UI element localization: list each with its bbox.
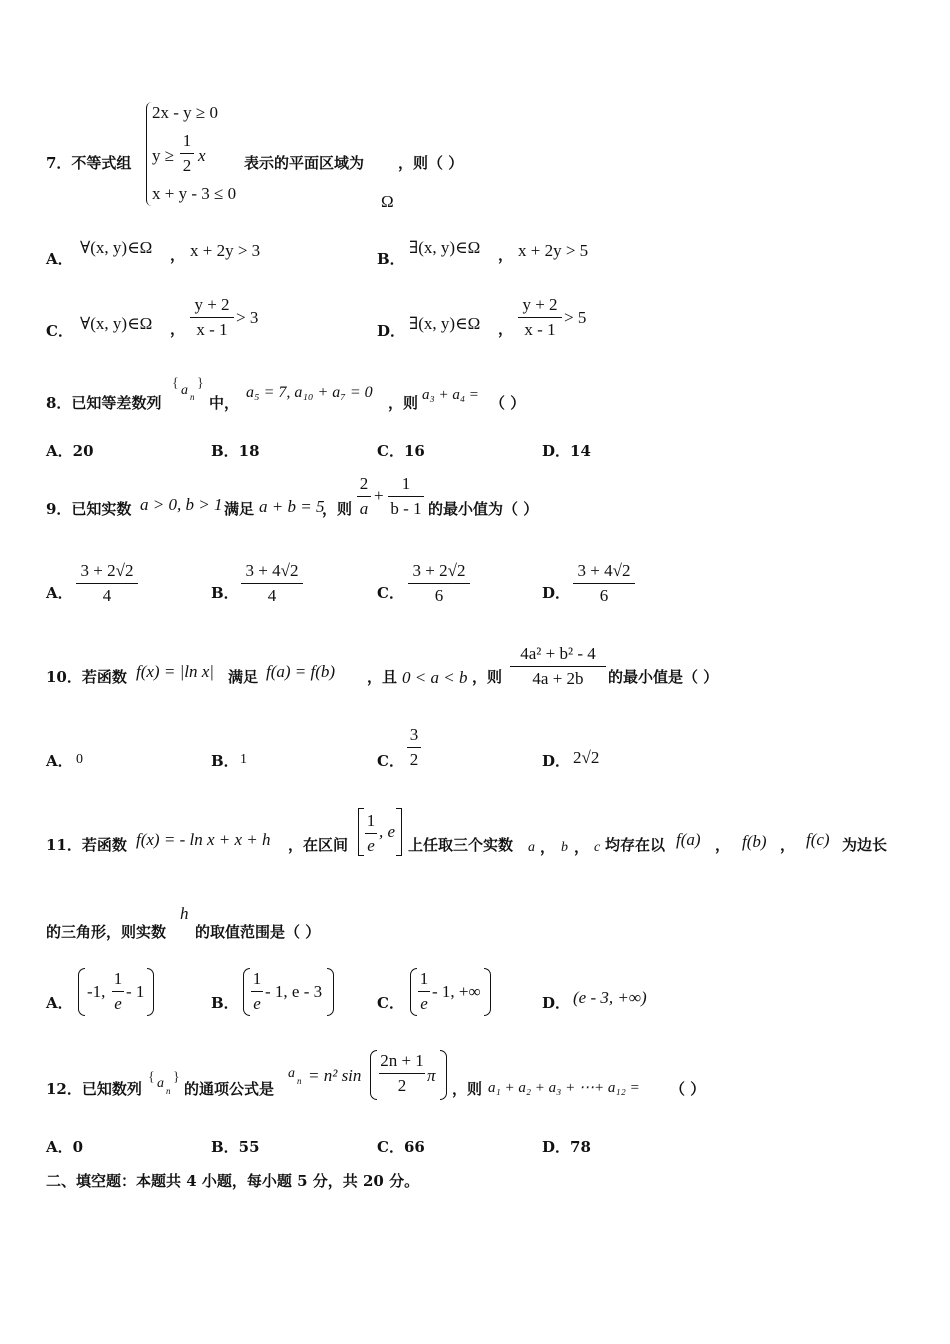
q10-option-c-fraction bbox=[407, 724, 421, 771]
q7-option-c-fraction bbox=[190, 294, 234, 341]
q11-option-b-label: B． bbox=[211, 994, 239, 1012]
q12-num: 2n + 1 bbox=[380, 1051, 424, 1070]
q7-option-d-rel: > 5 bbox=[564, 308, 587, 327]
q7-option-b-label: B． bbox=[377, 250, 405, 268]
q9-c-den: 6 bbox=[434, 586, 444, 605]
q11-option-d-value: (e - 3, +∞) bbox=[573, 988, 647, 1007]
q8-option-b: B．18 bbox=[211, 442, 260, 460]
q12-an-sub: n bbox=[297, 1076, 302, 1086]
q11-fa: f(a) bbox=[676, 830, 701, 849]
q11-interval-fraction bbox=[365, 810, 377, 857]
q11-zai: ，在区间 bbox=[288, 836, 349, 854]
q11-c-paren-open bbox=[410, 968, 417, 1016]
q11-int-den: e bbox=[367, 836, 375, 855]
q12-paren-close bbox=[440, 1050, 447, 1100]
q8-option-c: C．16 bbox=[377, 442, 425, 460]
q11-b-den: e bbox=[253, 994, 261, 1013]
q10-option-b-value: 1 bbox=[240, 752, 247, 767]
q9-tail: 的最小值为（ ） bbox=[428, 500, 539, 518]
q10-den: 4a + 2b bbox=[532, 669, 584, 688]
q11-stem: 11．若函数 bbox=[46, 836, 127, 854]
q11-option-c-fraction bbox=[418, 968, 430, 1015]
q11-a-den: e bbox=[114, 994, 122, 1013]
q12-fraction bbox=[379, 1050, 425, 1097]
q7-option-b-expr: x + 2y > 5 bbox=[518, 241, 589, 260]
q12-option-a: A．0 bbox=[46, 1138, 84, 1156]
q9-c-num: 3 + 2√2 bbox=[412, 561, 466, 580]
q9-f1-den: a bbox=[359, 499, 369, 518]
q10-option-c-label: C． bbox=[377, 752, 404, 770]
q7-d-num: y + 2 bbox=[522, 295, 558, 314]
q8-tail: （ ） bbox=[490, 394, 526, 412]
q9-option-a-fraction bbox=[76, 560, 138, 607]
q8-ze: ，则 bbox=[388, 394, 419, 412]
q7-d-den: x - 1 bbox=[524, 320, 556, 339]
q7-option-d-label: D． bbox=[377, 322, 406, 340]
q8-seq-sub: n bbox=[190, 392, 195, 402]
q10-option-d-label: D． bbox=[542, 752, 571, 770]
q11-option-c-label: C． bbox=[377, 994, 404, 1012]
q9-option-a-label: A． bbox=[46, 584, 73, 602]
q8-ask: a₃ + a₄ = bbox=[422, 387, 479, 403]
q12-seq: a bbox=[157, 1076, 164, 1091]
q9-ze: ，则 bbox=[322, 500, 353, 518]
q10-ineq: 0 < a < b bbox=[402, 668, 468, 687]
q7-option-d-fraction bbox=[518, 294, 562, 341]
q9-stem: 9．已知实数 bbox=[46, 500, 132, 518]
q11-option-a-right: - 1 bbox=[126, 982, 145, 1001]
q8-condition: a₅ = 7, a₁₀ + a₇ = 0 bbox=[246, 384, 373, 401]
q12-eq: = n² sin bbox=[308, 1066, 362, 1085]
q9-b-num: 3 + 4√2 bbox=[245, 561, 299, 580]
q10-c-den: 2 bbox=[409, 750, 419, 769]
q11-option-b-right: - 1, e - 3 bbox=[265, 982, 323, 1001]
q7-option-c-sep: ， bbox=[170, 320, 186, 338]
q7-system-line1: 2x - y ≥ 0 bbox=[152, 103, 218, 122]
q12-paren-open bbox=[370, 1050, 377, 1100]
q11-b-paren-close bbox=[327, 968, 334, 1016]
q12-stem: 12．已知数列 bbox=[46, 1080, 142, 1098]
q8-zhong: 中， bbox=[209, 394, 240, 412]
q11-sep4: ， bbox=[780, 836, 796, 854]
q9-option-c-fraction bbox=[408, 560, 470, 607]
q12-an: a bbox=[288, 1066, 295, 1081]
q11-option-c-right: - 1, +∞ bbox=[432, 982, 481, 1001]
q11-h: h bbox=[180, 904, 189, 923]
q9-b-den: 4 bbox=[267, 586, 277, 605]
q7-option-d-sep: ， bbox=[498, 320, 514, 338]
q7-omega: Ω bbox=[381, 192, 394, 211]
q10-stem: 10．若函数 bbox=[46, 668, 127, 686]
q9-a-den: 4 bbox=[102, 586, 112, 605]
q11-fb: f(b) bbox=[742, 832, 767, 851]
q9-plus: + bbox=[374, 486, 384, 505]
q11-option-a-label: A． bbox=[46, 994, 73, 1012]
q9-frac2 bbox=[388, 473, 424, 520]
q7-c-num: y + 2 bbox=[194, 295, 230, 314]
q11-function: f(x) = - ln x + x + h bbox=[136, 830, 271, 849]
q9-option-d-label: D． bbox=[542, 584, 571, 602]
q11-a-paren-close bbox=[147, 968, 154, 1016]
q7-half-num: 1 bbox=[182, 131, 192, 150]
q12-sum: a₁ + a₂ + a₃ + ⋯+ a₁₂ = bbox=[488, 1080, 640, 1096]
q11-fc: f(c) bbox=[806, 830, 830, 849]
q7-half-den: 2 bbox=[182, 156, 192, 175]
q11-tail2: 的取值范围是（ ） bbox=[195, 923, 321, 941]
q11-sep2: ， bbox=[574, 838, 590, 856]
q11-interval-close bbox=[396, 808, 402, 856]
q9-frac1 bbox=[357, 473, 371, 520]
q12-seq-sub: n bbox=[166, 1086, 171, 1096]
q9-d-den: 6 bbox=[599, 586, 609, 605]
q11-b-paren-open bbox=[243, 968, 250, 1016]
q11-var-b: b bbox=[561, 840, 568, 855]
q11-option-a-left: -1, bbox=[87, 982, 106, 1001]
q9-d-num: 3 + 4√2 bbox=[577, 561, 631, 580]
q11-c-den: e bbox=[420, 994, 428, 1013]
q10-tail: 的最小值是（ ） bbox=[608, 668, 719, 686]
q11-c-paren-close bbox=[484, 968, 491, 1016]
q11-a-num: 1 bbox=[113, 969, 123, 988]
q10-num: 4a² + b² - 4 bbox=[520, 644, 596, 663]
q12-mid: 的通项公式是 bbox=[184, 1080, 275, 1098]
q12-tail: （ ） bbox=[670, 1080, 706, 1098]
q7-option-c-rel: > 3 bbox=[236, 308, 259, 327]
q11-interval-e: , e bbox=[379, 822, 396, 841]
q7-system-line2-lhs: y ≥ bbox=[152, 146, 175, 165]
q11-interval-open bbox=[358, 808, 364, 856]
q7-mid: 表示的平面区域为 bbox=[244, 154, 365, 172]
q9-f2-num: 1 bbox=[401, 474, 411, 493]
q10-eq: f(a) = f(b) bbox=[266, 662, 336, 681]
q12-pi: π bbox=[427, 1066, 436, 1085]
q11-var-c: c bbox=[594, 840, 601, 855]
q10-function: f(x) = |ln x| bbox=[136, 662, 214, 681]
q10-qie: ，且 bbox=[367, 668, 398, 686]
section-2-heading: 二、填空题：本题共 4 小题，每小题 5 分，共 20 分。 bbox=[46, 1172, 420, 1190]
q7-option-a-quant: ∀(x, y)∈Ω bbox=[80, 238, 153, 257]
q7-option-c-label: C． bbox=[46, 322, 73, 340]
q12-brace-close: } bbox=[173, 1070, 180, 1085]
q7-option-b-sep: ， bbox=[498, 246, 514, 264]
q7-system-line3: x + y - 3 ≤ 0 bbox=[152, 184, 237, 203]
q7-tail: ，则（ ） bbox=[398, 154, 464, 172]
q12-option-c: C．66 bbox=[377, 1138, 425, 1156]
q7-option-a-expr: x + 2y > 3 bbox=[190, 241, 261, 260]
q9-f2-den: b - 1 bbox=[390, 499, 422, 518]
q11-line2: 的三角形，则实数 bbox=[46, 923, 167, 941]
q11-option-d-label: D． bbox=[542, 994, 571, 1012]
q11-mid: 上任取三个实数 bbox=[408, 836, 514, 854]
q7-system-half bbox=[180, 130, 194, 177]
q9-option-b-label: B． bbox=[211, 584, 239, 602]
q8-option-a: A．20 bbox=[46, 442, 94, 460]
q12-ze: ，则 bbox=[452, 1080, 483, 1098]
q7-stem: 7．不等式组 bbox=[46, 154, 132, 172]
q11-sep3: ， bbox=[715, 836, 731, 854]
q9-option-c-label: C． bbox=[377, 584, 404, 602]
q10-option-d-value: 2√2 bbox=[573, 748, 600, 767]
q11-var-a: a bbox=[528, 840, 535, 855]
q10-ze: ，则 bbox=[472, 668, 503, 686]
q11-sep1: ， bbox=[540, 838, 556, 856]
q9-eq: a + b = 5 bbox=[259, 497, 325, 516]
q10-man: 满足 bbox=[228, 668, 259, 686]
q10-option-a-label: A． bbox=[46, 752, 73, 770]
q11-tail1: 为边长 bbox=[842, 836, 888, 854]
q7-option-c-quant: ∀(x, y)∈Ω bbox=[80, 314, 153, 333]
q10-option-b-label: B． bbox=[211, 752, 239, 770]
q8-brace-open: { bbox=[172, 376, 179, 391]
q10-c-num: 3 bbox=[409, 725, 419, 744]
q12-brace-open: { bbox=[148, 1070, 155, 1085]
q7-option-d-quant: ∃(x, y)∈Ω bbox=[409, 314, 481, 333]
q9-man: 满足 bbox=[224, 500, 255, 518]
q9-a-num: 3 + 2√2 bbox=[80, 561, 134, 580]
q12-option-b: B．55 bbox=[211, 1138, 260, 1156]
q12-den: 2 bbox=[397, 1076, 407, 1095]
q7-option-b-quant: ∃(x, y)∈Ω bbox=[409, 238, 481, 257]
q11-option-b-fraction bbox=[251, 968, 263, 1015]
q9-option-d-fraction bbox=[573, 560, 635, 607]
q10-fraction bbox=[510, 643, 606, 690]
q7-c-den: x - 1 bbox=[196, 320, 228, 339]
q9-f1-num: 2 bbox=[359, 474, 369, 493]
q8-brace-close: } bbox=[197, 376, 204, 391]
q11-b-num: 1 bbox=[252, 969, 262, 988]
q11-c-num: 1 bbox=[419, 969, 429, 988]
q11-mid2: 均存在以 bbox=[605, 836, 666, 854]
q9-cond: a > 0, b > 1 bbox=[140, 495, 223, 514]
q11-int-num: 1 bbox=[366, 811, 376, 830]
q10-option-a-value: 0 bbox=[76, 752, 83, 767]
q8-option-d: D．14 bbox=[542, 442, 591, 460]
q11-a-paren-open bbox=[78, 968, 85, 1016]
q8-seq: a bbox=[181, 383, 188, 398]
q8-stem: 8．已知等差数列 bbox=[46, 394, 162, 412]
q11-option-a-fraction bbox=[112, 968, 124, 1015]
q12-option-d: D．78 bbox=[542, 1138, 591, 1156]
q7-option-a-sep: ， bbox=[170, 246, 186, 264]
q9-option-b-fraction bbox=[241, 560, 303, 607]
q7-option-a-label: A． bbox=[46, 250, 73, 268]
q7-system-line2-x: x bbox=[198, 146, 206, 165]
